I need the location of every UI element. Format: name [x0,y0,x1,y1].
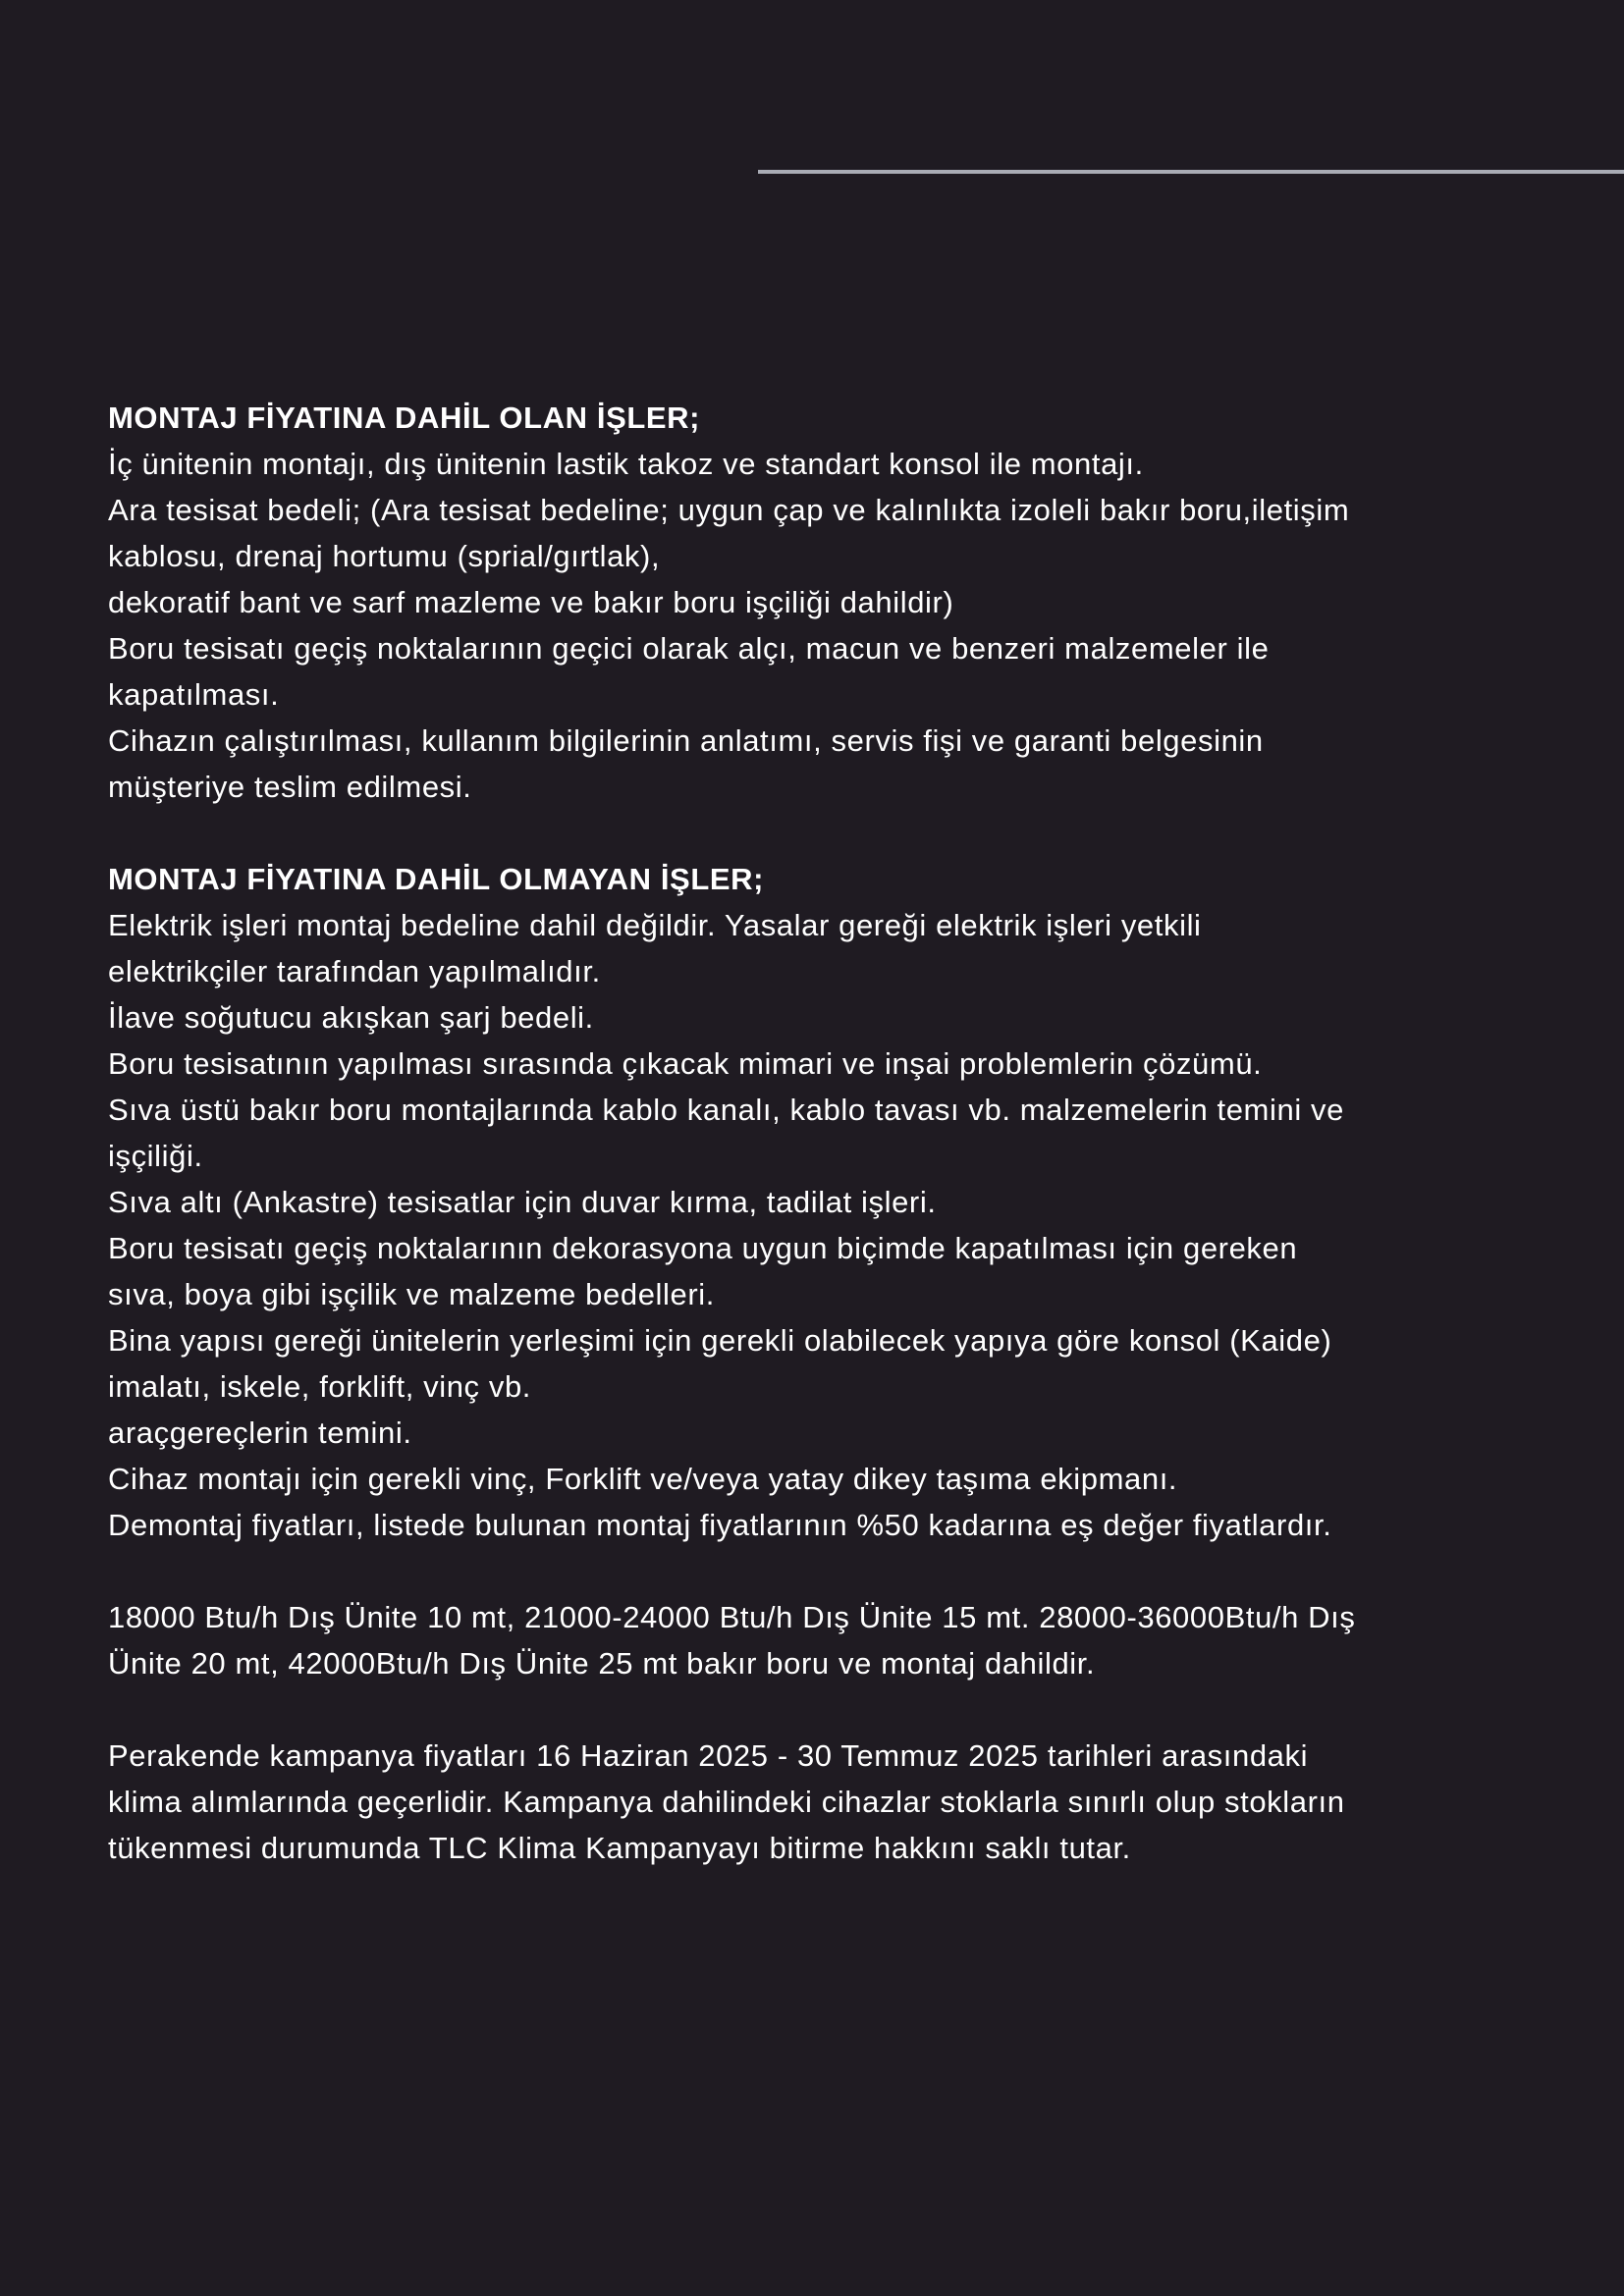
text-line: 18000 Btu/h Dış Ünite 10 mt, 21000-24000 Btu/h Dış Ünite 15 mt. 28000-36000Btu/h Dış [108,1600,1356,1634]
text-line: işçiliği. [108,1139,203,1173]
text-line: Sıva üstü bakır boru montajlarında kablo kanalı, kablo tavası vb. malzemelerin temini ve [108,1093,1344,1127]
text-line: kablosu, drenaj hortumu (sprial/gırtlak), [108,539,661,573]
text-line: müşteriye teslim edilmesi. [108,770,472,804]
included-works-section [108,395,1561,810]
text-line: kapatılması. [108,677,280,712]
text-line: dekoratif bant ve sarf mazleme ve bakır boru işçiliği dahildir) [108,585,954,619]
text-line: Boru tesisatı geçiş noktalarının dekorasyona uygun biçimde kapatılması için gereken [108,1231,1298,1265]
top-divider-line [758,170,1624,174]
text-line: Elektrik işleri montaj bedeline dahil değildir. Yasalar gereği elektrik işleri yetkili [108,908,1202,942]
text-line: klima alımlarında geçerlidir. Kampanya dahilindeki cihazlar stoklarla sınırlı olup stokların [108,1785,1345,1819]
pipe-length-note [108,1594,1561,1686]
text-line: tükenmesi durumunda TLC Klima Kampanyayı bitirme hakkını saklı tutar. [108,1831,1131,1865]
campaign-terms-note [108,1733,1561,1871]
section-heading: MONTAJ FİYATINA DAHİL OLMAYAN İŞLER; [108,862,765,896]
text-line: araçgereçlerin temini. [108,1415,412,1450]
excluded-works-section [108,856,1561,1548]
text-line: Sıva altı (Ankastre) tesisatlar için duvar kırma, tadilat işleri. [108,1185,937,1219]
text-line: Ünite 20 mt, 42000Btu/h Dış Ünite 25 mt bakır boru ve montaj dahildir. [108,1646,1096,1681]
text-line: Cihaz montajı için gerekli vinç, Forklift ve/veya yatay dikey taşıma ekipmanı. [108,1462,1178,1496]
text-line: sıva, boya gibi işçilik ve malzeme bedelleri. [108,1277,715,1311]
text-line: Boru tesisatının yapılması sırasında çıkacak mimari ve inşai problemlerin çözümü. [108,1046,1263,1081]
text-line: imalatı, iskele, forklift, vinç vb. [108,1369,532,1404]
text-line: Bina yapısı gereği ünitelerin yerleşimi için gerekli olabilecek yapıya göre konsol (Kaide) [108,1323,1332,1358]
text-line: Perakende kampanya fiyatları 16 Haziran 2025 - 30 Temmuz 2025 tarihleri arasındaki [108,1738,1309,1773]
text-line: elektrikçiler tarafından yapılmalıdır. [108,954,601,988]
text-line: Demontaj fiyatları, listede bulunan montaj fiyatlarının %50 kadarına eş değer fiyatlardır. [108,1508,1332,1542]
text-line: Ara tesisat bedeli; (Ara tesisat bedeline; uygun çap ve kalınlıkta izoleli bakır boru,iletişim [108,493,1350,527]
section-heading: MONTAJ FİYATINA DAHİL OLAN İŞLER; [108,400,701,435]
text-line: İç ünitenin montajı, dış ünitenin lastik takoz ve standart konsol ile montajı. [108,447,1144,481]
text-line: Cihazın çalıştırılması, kullanım bilgilerinin anlatımı, servis fişi ve garanti belgesinin [108,723,1264,758]
text-line: İlave soğutucu akışkan şarj bedeli. [108,1000,594,1035]
document-body [108,395,1561,1871]
text-line: Boru tesisatı geçiş noktalarının geçici olarak alçı, macun ve benzeri malzemeler ile [108,631,1270,666]
